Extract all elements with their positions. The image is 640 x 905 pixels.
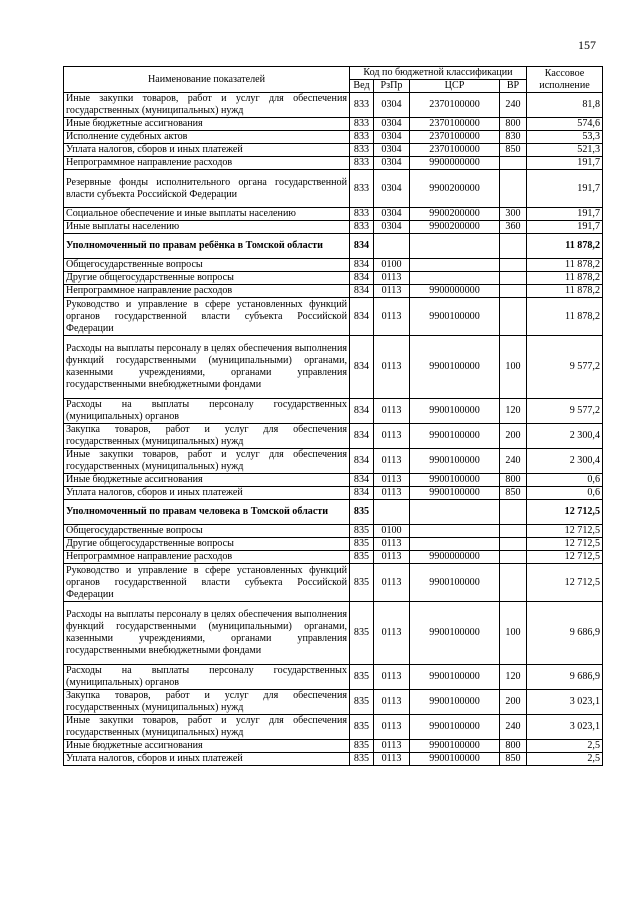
- cell-csr: 2370100000: [410, 131, 500, 144]
- table-row: [64, 525, 603, 538]
- cell-name: Расходы на выплаты персоналу в целях обеспечения выполнения функций государственными (муниципальными) органами, казенными учреждениями, органами управления государственными внебюджетными фондами: [64, 602, 350, 665]
- cell-amount: 2,5: [527, 753, 603, 766]
- cell-csr: 9900100000: [410, 690, 500, 715]
- cell-name: Исполнение судебных актов: [64, 131, 350, 144]
- cell-vr: [500, 234, 527, 259]
- cell-csr: 9900100000: [410, 424, 500, 449]
- cell-ved: 835: [350, 500, 374, 525]
- cell-amount: 12 712,5: [527, 538, 603, 551]
- table-row: [64, 564, 603, 602]
- cell-name: Уплата налогов, сборов и иных платежей: [64, 144, 350, 157]
- cell-name: Закупка товаров, работ и услуг для обеспечения государственных (муниципальных) нужд: [64, 690, 350, 715]
- cell-name: Уполномоченный по правам ребёнка в Томской области: [64, 234, 350, 259]
- cell-rzpr: 0113: [374, 336, 410, 399]
- cell-ved: 835: [350, 564, 374, 602]
- cell-csr: [410, 538, 500, 551]
- cell-rzpr: 0113: [374, 449, 410, 474]
- table-body: [64, 93, 603, 766]
- cell-rzpr: 0113: [374, 715, 410, 740]
- cell-amount: 11 878,2: [527, 285, 603, 298]
- cell-rzpr: 0113: [374, 272, 410, 285]
- cell-ved: 835: [350, 740, 374, 753]
- cell-amount: 12 712,5: [527, 500, 603, 525]
- cell-rzpr: [374, 234, 410, 259]
- cell-amount: 9 686,9: [527, 602, 603, 665]
- cell-ved: 834: [350, 487, 374, 500]
- table-row: [64, 157, 603, 170]
- cell-amount: 11 878,2: [527, 298, 603, 336]
- cell-rzpr: 0100: [374, 525, 410, 538]
- cell-csr: 9900100000: [410, 602, 500, 665]
- cell-amount: 11 878,2: [527, 259, 603, 272]
- cell-name: Социальное обеспечение и иные выплаты населению: [64, 208, 350, 221]
- table-row: [64, 336, 603, 399]
- cell-amount: 3 023,1: [527, 715, 603, 740]
- cell-rzpr: 0100: [374, 259, 410, 272]
- cell-ved: 834: [350, 424, 374, 449]
- cell-vr: 850: [500, 487, 527, 500]
- table-row: [64, 753, 603, 766]
- cell-amount: 0,6: [527, 487, 603, 500]
- cell-csr: 9900100000: [410, 336, 500, 399]
- cell-ved: 834: [350, 336, 374, 399]
- cell-csr: 9900100000: [410, 715, 500, 740]
- table-row: [64, 538, 603, 551]
- cell-ved: 833: [350, 208, 374, 221]
- cell-amount: 9 577,2: [527, 399, 603, 424]
- cell-name: Иные бюджетные ассигнования: [64, 118, 350, 131]
- cell-rzpr: 0304: [374, 118, 410, 131]
- cell-rzpr: 0113: [374, 474, 410, 487]
- cell-rzpr: 0113: [374, 690, 410, 715]
- cell-rzpr: 0113: [374, 424, 410, 449]
- cell-vr: 100: [500, 336, 527, 399]
- table-row: [64, 118, 603, 131]
- table-row: [64, 551, 603, 564]
- cell-amount: 191,7: [527, 208, 603, 221]
- cell-ved: 835: [350, 665, 374, 690]
- cell-amount: 53,3: [527, 131, 603, 144]
- cell-rzpr: 0304: [374, 144, 410, 157]
- table-row: [64, 259, 603, 272]
- cell-rzpr: 0304: [374, 93, 410, 118]
- cell-ved: 833: [350, 157, 374, 170]
- cell-ved: 834: [350, 449, 374, 474]
- cell-vr: 850: [500, 144, 527, 157]
- cell-ved: 833: [350, 93, 374, 118]
- cell-ved: 833: [350, 118, 374, 131]
- cell-ved: 834: [350, 298, 374, 336]
- cell-name: Общегосударственные вопросы: [64, 259, 350, 272]
- table-row: [64, 93, 603, 118]
- table-row: [64, 740, 603, 753]
- cell-vr: 830: [500, 131, 527, 144]
- cell-rzpr: 0113: [374, 564, 410, 602]
- cell-rzpr: 0113: [374, 753, 410, 766]
- cell-csr: [410, 272, 500, 285]
- cell-vr: [500, 500, 527, 525]
- header-amount: Кассовое исполнение: [527, 67, 603, 93]
- cell-vr: [500, 272, 527, 285]
- cell-csr: 9900100000: [410, 564, 500, 602]
- cell-name: Иные бюджетные ассигнования: [64, 740, 350, 753]
- header-ved: Вед: [350, 80, 374, 93]
- cell-csr: [410, 234, 500, 259]
- cell-rzpr: 0304: [374, 131, 410, 144]
- cell-vr: 800: [500, 118, 527, 131]
- cell-rzpr: [374, 500, 410, 525]
- cell-amount: 9 686,9: [527, 665, 603, 690]
- cell-rzpr: 0304: [374, 170, 410, 208]
- cell-csr: 9900100000: [410, 487, 500, 500]
- cell-ved: 835: [350, 715, 374, 740]
- cell-name: Иные выплаты населению: [64, 221, 350, 234]
- cell-amount: 574,6: [527, 118, 603, 131]
- cell-rzpr: 0113: [374, 298, 410, 336]
- table-row: [64, 298, 603, 336]
- cell-amount: 2 300,4: [527, 449, 603, 474]
- table-row: [64, 170, 603, 208]
- table-row: [64, 715, 603, 740]
- cell-vr: 120: [500, 399, 527, 424]
- cell-name: Расходы на выплаты персоналу государственных (муниципальных) органов: [64, 665, 350, 690]
- table-row: [64, 474, 603, 487]
- cell-vr: [500, 259, 527, 272]
- cell-csr: [410, 525, 500, 538]
- cell-csr: 9900000000: [410, 551, 500, 564]
- cell-name: Руководство и управление в сфере установленных функций органов государственной власти субъекта Российской Федерации: [64, 564, 350, 602]
- cell-amount: 2 300,4: [527, 424, 603, 449]
- table-row: [64, 500, 603, 525]
- cell-vr: [500, 564, 527, 602]
- page-number: 157: [578, 38, 596, 52]
- cell-rzpr: 0113: [374, 399, 410, 424]
- cell-vr: 240: [500, 715, 527, 740]
- cell-rzpr: 0113: [374, 487, 410, 500]
- cell-name: Расходы на выплаты персоналу государственных (муниципальных) органов: [64, 399, 350, 424]
- cell-ved: 835: [350, 551, 374, 564]
- cell-vr: 200: [500, 690, 527, 715]
- cell-name: Уполномоченный по правам человека в Томской области: [64, 500, 350, 525]
- table-row: [64, 221, 603, 234]
- cell-vr: 800: [500, 474, 527, 487]
- table-row: [64, 424, 603, 449]
- cell-amount: 521,3: [527, 144, 603, 157]
- cell-name: Уплата налогов, сборов и иных платежей: [64, 487, 350, 500]
- cell-name: Резервные фонды исполнительного органа государственной власти субъекта Российской Федерации: [64, 170, 350, 208]
- cell-vr: [500, 551, 527, 564]
- budget-table: [63, 66, 603, 766]
- table-row: [64, 665, 603, 690]
- cell-vr: [500, 157, 527, 170]
- cell-rzpr: 0113: [374, 538, 410, 551]
- cell-name: Иные закупки товаров, работ и услуг для обеспечения государственных (муниципальных) нужд: [64, 93, 350, 118]
- cell-csr: [410, 500, 500, 525]
- cell-amount: 11 878,2: [527, 234, 603, 259]
- header-csr: ЦСР: [410, 80, 500, 93]
- cell-amount: 0,6: [527, 474, 603, 487]
- cell-vr: 120: [500, 665, 527, 690]
- cell-csr: 2370100000: [410, 93, 500, 118]
- cell-vr: 800: [500, 740, 527, 753]
- cell-name: Иные закупки товаров, работ и услуг для обеспечения государственных (муниципальных) нужд: [64, 715, 350, 740]
- cell-name: Иные закупки товаров, работ и услуг для обеспечения государственных (муниципальных) нужд: [64, 449, 350, 474]
- cell-vr: [500, 285, 527, 298]
- table-row: [64, 144, 603, 157]
- header-code-group: Код по бюджетной классификации: [350, 67, 527, 80]
- cell-vr: 850: [500, 753, 527, 766]
- cell-amount: 12 712,5: [527, 564, 603, 602]
- cell-amount: 3 023,1: [527, 690, 603, 715]
- cell-ved: 835: [350, 753, 374, 766]
- table-row: [64, 285, 603, 298]
- header-vr: ВР: [500, 80, 527, 93]
- cell-ved: 835: [350, 525, 374, 538]
- cell-csr: 9900100000: [410, 298, 500, 336]
- header-rzpr: РзПр: [374, 80, 410, 93]
- table-row: [64, 399, 603, 424]
- cell-ved: 834: [350, 474, 374, 487]
- cell-ved: 835: [350, 538, 374, 551]
- cell-vr: 240: [500, 93, 527, 118]
- cell-rzpr: 0304: [374, 208, 410, 221]
- cell-amount: 12 712,5: [527, 525, 603, 538]
- cell-ved: 833: [350, 144, 374, 157]
- cell-name: Уплата налогов, сборов и иных платежей: [64, 753, 350, 766]
- cell-csr: 9900200000: [410, 221, 500, 234]
- table-row: [64, 487, 603, 500]
- cell-csr: 2370100000: [410, 118, 500, 131]
- table-row: [64, 602, 603, 665]
- cell-csr: 9900100000: [410, 740, 500, 753]
- table-row: [64, 131, 603, 144]
- cell-name: Расходы на выплаты персоналу в целях обеспечения выполнения функций государственными (муниципальными) органами, казенными учреждениями, органами управления государственными внебюджетными фондами: [64, 336, 350, 399]
- cell-ved: 833: [350, 221, 374, 234]
- cell-csr: 9900200000: [410, 208, 500, 221]
- cell-csr: 9900100000: [410, 399, 500, 424]
- cell-csr: [410, 259, 500, 272]
- cell-vr: 100: [500, 602, 527, 665]
- cell-ved: 834: [350, 259, 374, 272]
- cell-amount: 81,8: [527, 93, 603, 118]
- cell-amount: 9 577,2: [527, 336, 603, 399]
- cell-ved: 833: [350, 131, 374, 144]
- cell-ved: 833: [350, 170, 374, 208]
- cell-ved: 835: [350, 602, 374, 665]
- cell-name: Общегосударственные вопросы: [64, 525, 350, 538]
- cell-name: Другие общегосударственные вопросы: [64, 538, 350, 551]
- cell-name: Другие общегосударственные вопросы: [64, 272, 350, 285]
- cell-csr: 9900100000: [410, 753, 500, 766]
- cell-amount: 2,5: [527, 740, 603, 753]
- table-row: [64, 690, 603, 715]
- cell-name: Непрограммное направление расходов: [64, 157, 350, 170]
- header-name: Наименование показателей: [64, 67, 350, 93]
- cell-rzpr: 0113: [374, 551, 410, 564]
- cell-vr: 200: [500, 424, 527, 449]
- cell-csr: 2370100000: [410, 144, 500, 157]
- cell-amount: 12 712,5: [527, 551, 603, 564]
- cell-vr: [500, 525, 527, 538]
- cell-csr: 9900000000: [410, 285, 500, 298]
- table-row: [64, 208, 603, 221]
- cell-csr: 9900100000: [410, 474, 500, 487]
- cell-rzpr: 0113: [374, 740, 410, 753]
- cell-name: Руководство и управление в сфере установленных функций органов государственной власти субъекта Российской Федерации: [64, 298, 350, 336]
- cell-rzpr: 0304: [374, 157, 410, 170]
- table-row: [64, 449, 603, 474]
- cell-vr: 300: [500, 208, 527, 221]
- cell-csr: 9900000000: [410, 157, 500, 170]
- cell-ved: 834: [350, 234, 374, 259]
- cell-amount: 11 878,2: [527, 272, 603, 285]
- cell-vr: [500, 170, 527, 208]
- cell-vr: 240: [500, 449, 527, 474]
- cell-rzpr: 0113: [374, 665, 410, 690]
- cell-ved: 835: [350, 690, 374, 715]
- table-row: [64, 234, 603, 259]
- cell-name: Непрограммное направление расходов: [64, 285, 350, 298]
- cell-csr: 9900100000: [410, 449, 500, 474]
- cell-csr: 9900100000: [410, 665, 500, 690]
- cell-amount: 191,7: [527, 170, 603, 208]
- cell-name: Иные бюджетные ассигнования: [64, 474, 350, 487]
- cell-vr: 360: [500, 221, 527, 234]
- cell-ved: 834: [350, 272, 374, 285]
- cell-vr: [500, 298, 527, 336]
- cell-amount: 191,7: [527, 157, 603, 170]
- cell-rzpr: 0113: [374, 285, 410, 298]
- cell-ved: 834: [350, 285, 374, 298]
- cell-rzpr: 0113: [374, 602, 410, 665]
- table-row: [64, 272, 603, 285]
- cell-name: Закупка товаров, работ и услуг для обеспечения государственных (муниципальных) нужд: [64, 424, 350, 449]
- cell-vr: [500, 538, 527, 551]
- cell-amount: 191,7: [527, 221, 603, 234]
- cell-rzpr: 0304: [374, 221, 410, 234]
- cell-name: Непрограммное направление расходов: [64, 551, 350, 564]
- cell-csr: 9900200000: [410, 170, 500, 208]
- cell-ved: 834: [350, 399, 374, 424]
